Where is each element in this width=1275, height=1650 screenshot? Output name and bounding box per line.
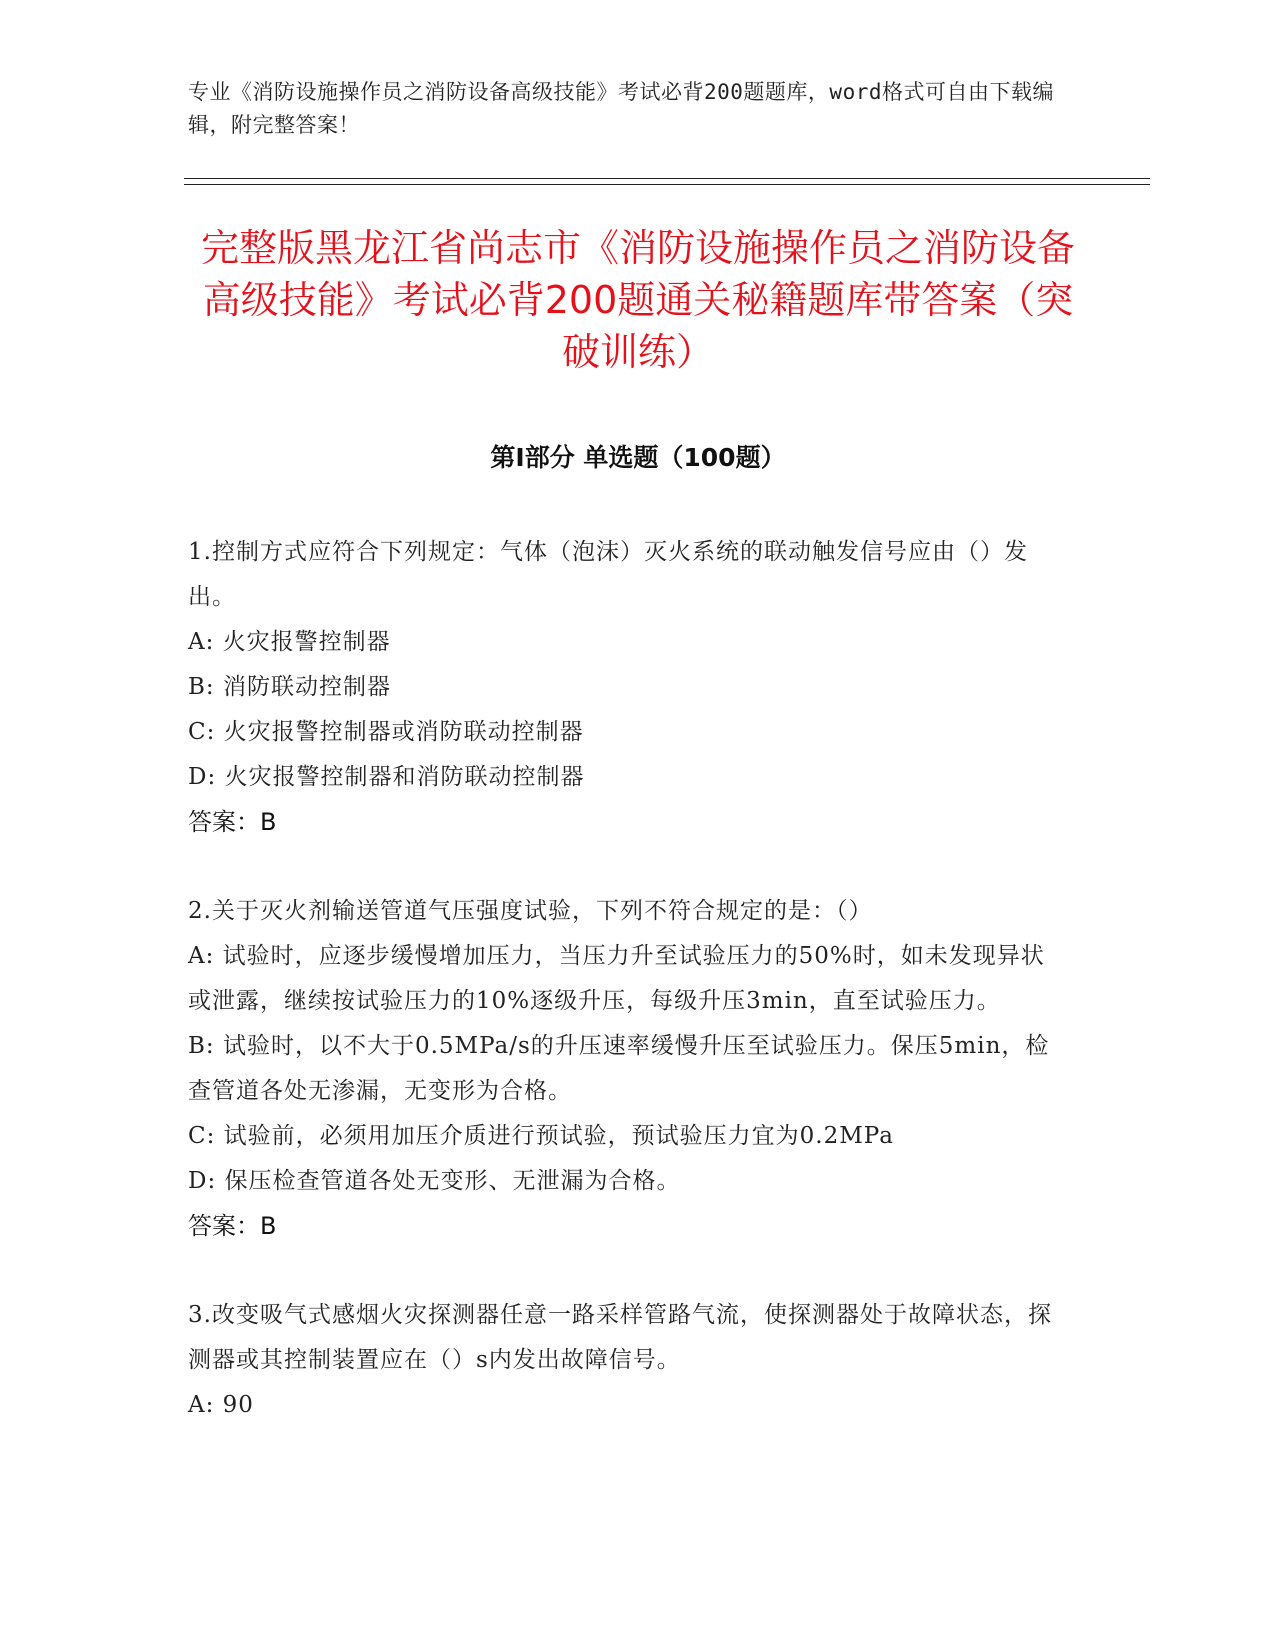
option-c: C: 试验前，必须用加压介质进行预试验，预试验压力宜为0.2MPa (188, 1123, 894, 1149)
option-d: D: 火灾报警控制器和消防联动控制器 (188, 764, 585, 790)
question-item (188, 889, 1068, 1249)
option-d: D: 保压检查管道各处无变形、无泄漏为合格。 (188, 1168, 681, 1194)
option-a: A: 试验时，应逐步缓慢增加压力，当压力升至试验压力的50%时，如未发现异状或泄露，继续按试验压力的10%逐级升压，每级升压3min，直至试验压力。 (188, 943, 1045, 1014)
document-title: 完整版黑龙江省尚志市《消防设施操作员之消防设备高级技能》考试必背200题通关秘籍题库带答案（突破训练） (200, 226, 1075, 374)
question-item (188, 530, 1068, 845)
question-item (188, 1293, 1068, 1428)
option-c: C: 火灾报警控制器或消防联动控制器 (188, 719, 584, 745)
option-b: B: 试验时，以不大于0.5MPa/s的升压速率缓慢升压至试验压力。保压5min，检查管道各处无渗漏，无变形为合格。 (188, 1033, 1050, 1104)
option-a: A: 90 (188, 1392, 254, 1418)
header-divider-bottom (184, 184, 1150, 185)
option-b: B: 消防联动控制器 (188, 674, 391, 700)
section-title: 第I部分 单选题（100题） (490, 443, 786, 472)
question-stem: 3.改变吸气式感烟火灾探测器任意一路采样管路气流，使探测器处于故障状态，探测器或其控制装置应在（）s内发出故障信号。 (188, 1302, 1052, 1373)
answer-line: 答案：B (188, 808, 277, 836)
question-list (188, 530, 1068, 1472)
answer-line: 答案：B (188, 1212, 277, 1240)
question-stem: 2.关于灭火剂输送管道气压强度试验，下列不符合规定的是：（） (188, 898, 873, 924)
option-a: A: 火灾报警控制器 (188, 629, 391, 655)
header-divider-top (184, 178, 1150, 179)
header-note: 专业《消防设施操作员之消防设备高级技能》考试必背200题题库，word格式可自由下载编辑，附完整答案！ (188, 80, 1054, 137)
question-stem: 1.控制方式应符合下列规定：气体（泡沫）灭火系统的联动触发信号应由（）发出。 (188, 539, 1028, 610)
